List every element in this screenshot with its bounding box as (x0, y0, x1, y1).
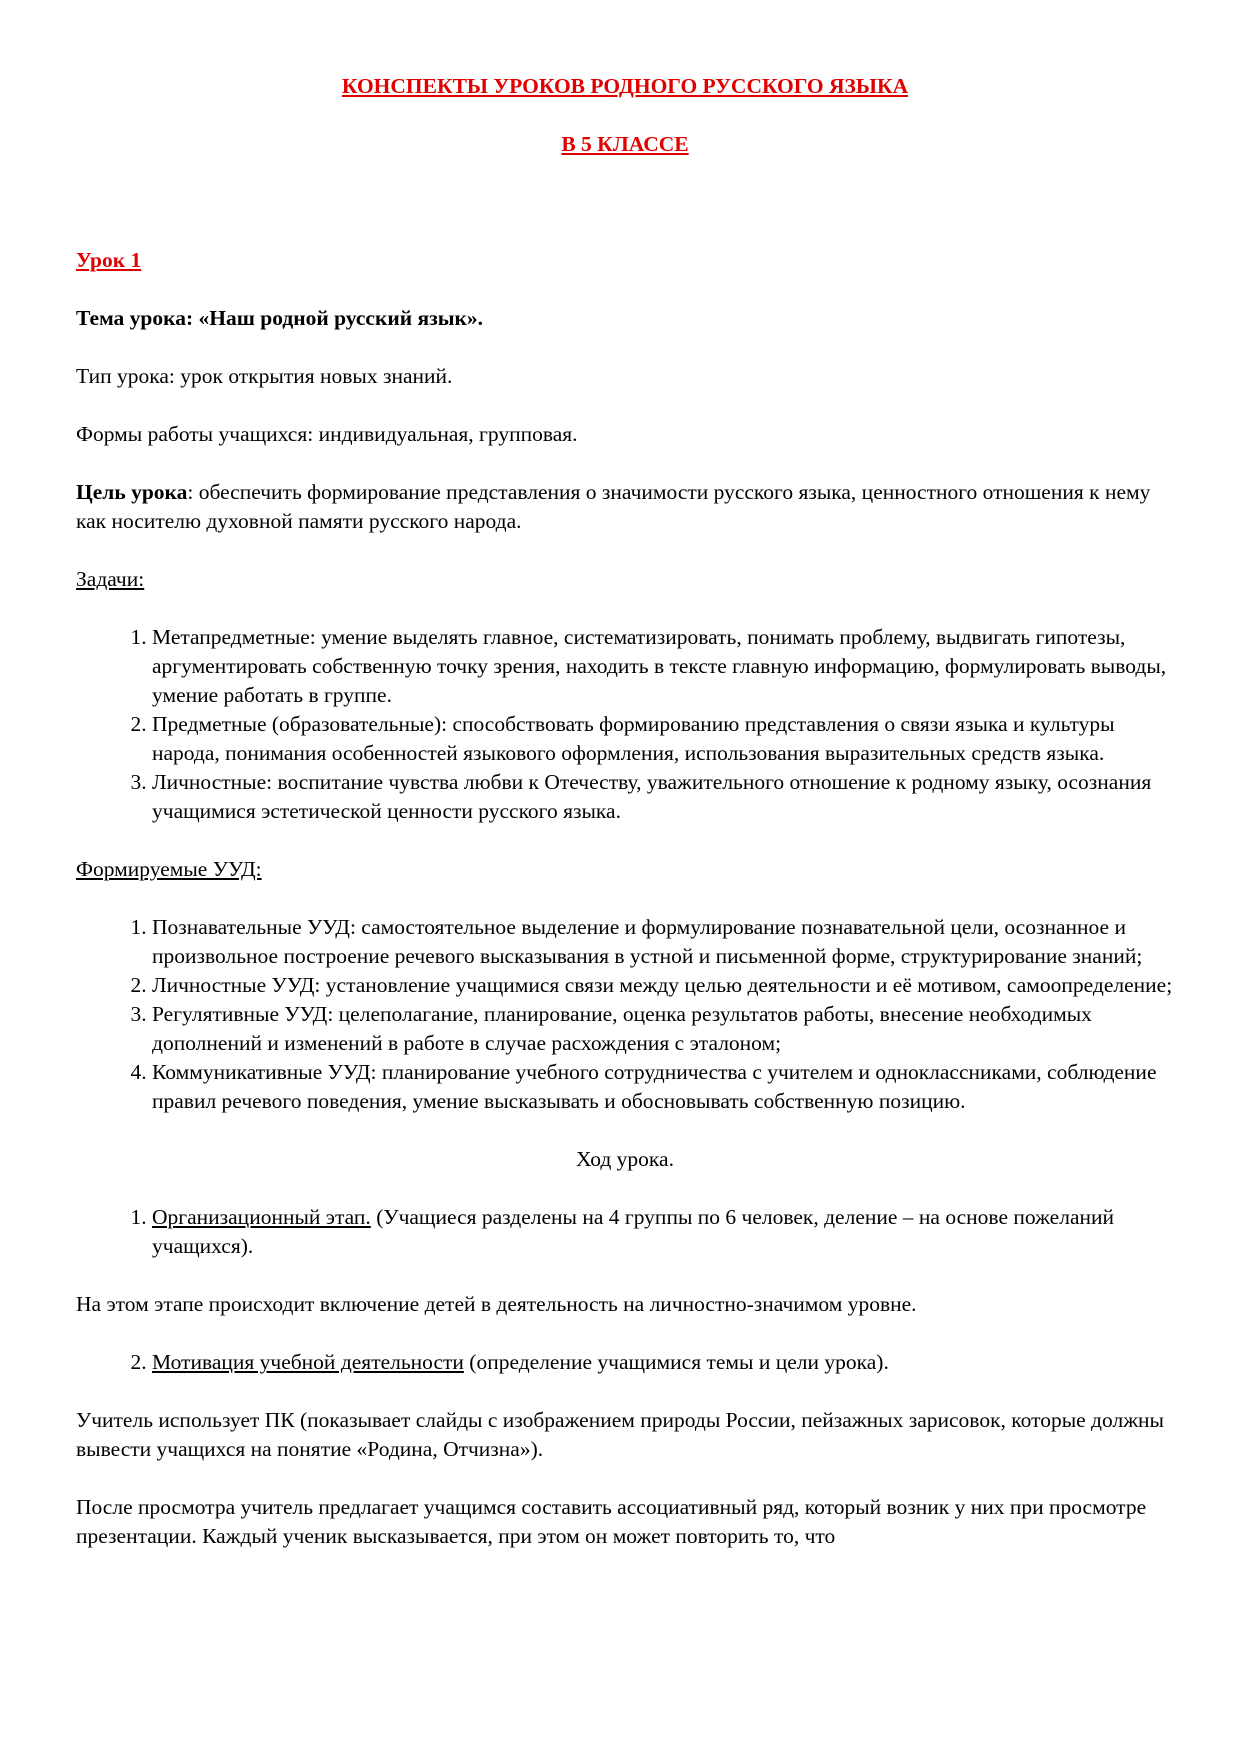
document-subtitle: В 5 КЛАССЕ (561, 132, 689, 156)
stage-1-paragraph: На этом этапе происходит включение детей в деятельность на личностно-значимом уровне. (76, 1292, 917, 1316)
list-item: 1. Познавательные УУД: самостоятельное выделение и формулирование познавательной цели, осознанное и произвольное построение речевого высказывания в устной и письменной форме, структурирование знаний; (152, 913, 1174, 971)
lesson-topic: Тема урока: «Наш родной русский язык». (76, 306, 484, 330)
tasks-heading: Задачи: (76, 567, 145, 591)
tasks-list (76, 623, 1174, 826)
uud-heading: Формируемые УУД: (76, 857, 262, 881)
stage-2-list (76, 1348, 1174, 1377)
lesson-goal (76, 478, 1174, 536)
list-item: 2. Личностные УУД: установление учащимися связи между целью деятельности и её мотивом, самоопределение; (152, 971, 1174, 1000)
document-title: КОНСПЕКТЫ УРОКОВ РОДНОГО РУССКОГО ЯЗЫКА (341, 74, 909, 98)
list-item (152, 1348, 1174, 1377)
list-item: 2. Предметные (образовательные): способствовать формированию представления о связи языка и культуры народа, понимания особенностей языкового оформления, использования выразительных средств языка. (152, 710, 1174, 768)
list-item (152, 1203, 1174, 1261)
work-forms: Формы работы учащихся: индивидуальная, групповая. (76, 422, 578, 446)
lesson-type: Тип урока: урок открытия новых знаний. (76, 364, 453, 388)
list-item: 4. Коммуникативные УУД: планирование учебного сотрудничества с учителем и одноклассниками, соблюдение правил речевого поведения, умение высказывать и обосновывать собственную позицию. (152, 1058, 1174, 1116)
stage-2-text: (определение учащимися темы и цели урока). (463, 1350, 889, 1374)
goal-text: : обеспечить формирование представления о значимости русского языка, ценностного отношения к нему как носителю духовной памяти русского народа. (76, 480, 1151, 533)
teacher-paragraph: Учитель использует ПК (показывает слайды с изображением природы России, пейзажных зарисовок, которые должны вывести учащихся на понятие «Родина, Отчизна»). (76, 1408, 1164, 1461)
stage-2-label: Мотивация учебной деятельности (152, 1350, 464, 1374)
stage-1-list (76, 1203, 1174, 1261)
list-item: 1. Метапредметные: умение выделять главное, систематизировать, понимать проблему, выдвигать гипотезы, аргументировать собственную точку зрения, находить в тексте главную информацию, формулировать выводы, умение работать в группе. (152, 623, 1174, 710)
after-paragraph: После просмотра учитель предлагает учащимся составить ассоциативный ряд, который возник у них при просмотре презентации. Каждый ученик высказывается, при этом он может повторить то, что (76, 1495, 1147, 1548)
lesson-heading: Урок 1 (76, 248, 142, 272)
document-page (76, 72, 1174, 1551)
stage-1-text: (Учащиеся разделены на 4 группы по 6 человек, деление – на основе пожеланий учащихся). (152, 1205, 1115, 1258)
uud-list (76, 913, 1174, 1116)
course-heading: Ход урока. (576, 1147, 674, 1171)
goal-label: Цель урока (76, 480, 188, 504)
list-item: 3. Регулятивные УУД: целеполагание, планирование, оценка результатов работы, внесение необходимых дополнений и изменений в работе в случае расхождения с эталоном; (152, 1000, 1174, 1058)
list-item: 3. Личностные: воспитание чувства любви к Отечеству, уважительного отношение к родному языку, осознания учащимися эстетической ценности русского языка. (152, 768, 1174, 826)
stage-1-label: Организационный этап. (152, 1205, 371, 1229)
